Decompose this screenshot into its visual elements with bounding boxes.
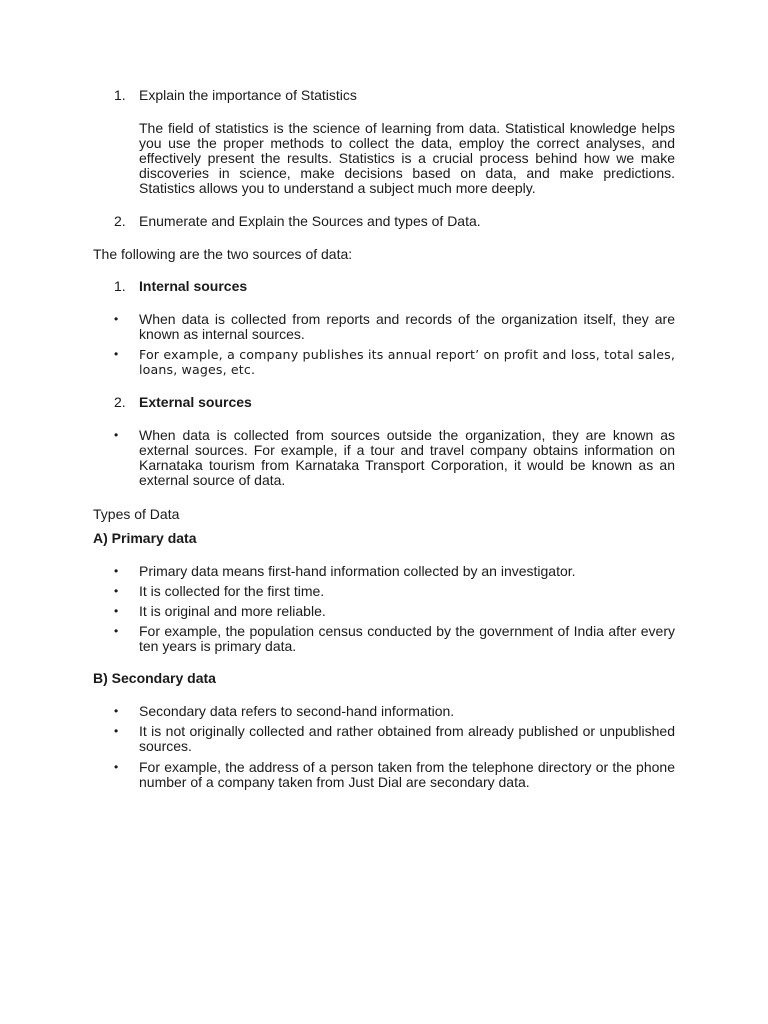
internal-sources-title: Internal sources	[139, 278, 248, 294]
list-item-text: It is original and more reliable.	[139, 603, 326, 619]
question-2-number: 2.	[114, 213, 126, 229]
bullet-icon: •	[114, 564, 119, 578]
external-sources-title: External sources	[139, 394, 252, 410]
bullet-icon: •	[114, 724, 119, 738]
bullet-icon: •	[114, 347, 119, 361]
question-2-text: Enumerate and Explain the Sources and types of Data.	[139, 213, 481, 229]
primary-data-heading: A) Primary data	[93, 530, 197, 546]
sources-intro: The following are the two sources of data:	[93, 246, 353, 262]
list-item-text: For example, the population census conducted by the government of India after every ten years is primary data.	[139, 623, 675, 654]
internal-sources-number: 1.	[114, 278, 126, 294]
question-1-answer: The field of statistics is the science of learning from data. Statistical knowledge helps you use the proper methods to collect the data, employ the correct analyses, and effectively present the results. Statistics is a crucial process behind how we make discoveries in science, make decisions based on data, and make predictions. Statistics allows you to understand a subject much more deeply.	[139, 120, 675, 196]
bullet-icon: •	[114, 704, 119, 718]
bullet-icon: •	[114, 584, 119, 598]
bullet-icon: •	[114, 428, 119, 442]
question-1-number: 1.	[114, 87, 126, 103]
bullet-icon: •	[114, 604, 119, 618]
list-item-text: It is collected for the first time.	[139, 583, 325, 599]
list-item-text: It is not originally collected and rather obtained from already published or unpublished sources.	[139, 723, 675, 754]
list-item-text: For example, a company publishes its annual report’ on profit and loss, total sales, loans, wages, etc.	[139, 347, 675, 377]
secondary-data-heading: B) Secondary data	[93, 670, 216, 686]
list-item-text: Primary data means first-hand information collected by an investigator.	[139, 563, 576, 579]
types-of-data-heading: Types of Data	[93, 506, 180, 522]
bullet-icon: •	[114, 760, 119, 774]
bullet-icon: •	[114, 624, 119, 638]
list-item-text: When data is collected from sources outside the organization, they are known as external sources. For example, if a tour and travel company obtains information on Karnataka tourism from Karnataka Transport Corporation, it would be known as an external source of data.	[139, 427, 675, 488]
question-1-text: Explain the importance of Statistics	[139, 87, 357, 103]
bullet-icon: •	[114, 312, 119, 326]
list-item-text: Secondary data refers to second-hand information.	[139, 703, 455, 719]
external-sources-number: 2.	[114, 394, 126, 410]
list-item-text: For example, the address of a person taken from the telephone directory or the phone number of a company taken from Just Dial are secondary data.	[139, 759, 675, 790]
list-item-text: When data is collected from reports and records of the organization itself, they are known as internal sources.	[139, 311, 675, 342]
